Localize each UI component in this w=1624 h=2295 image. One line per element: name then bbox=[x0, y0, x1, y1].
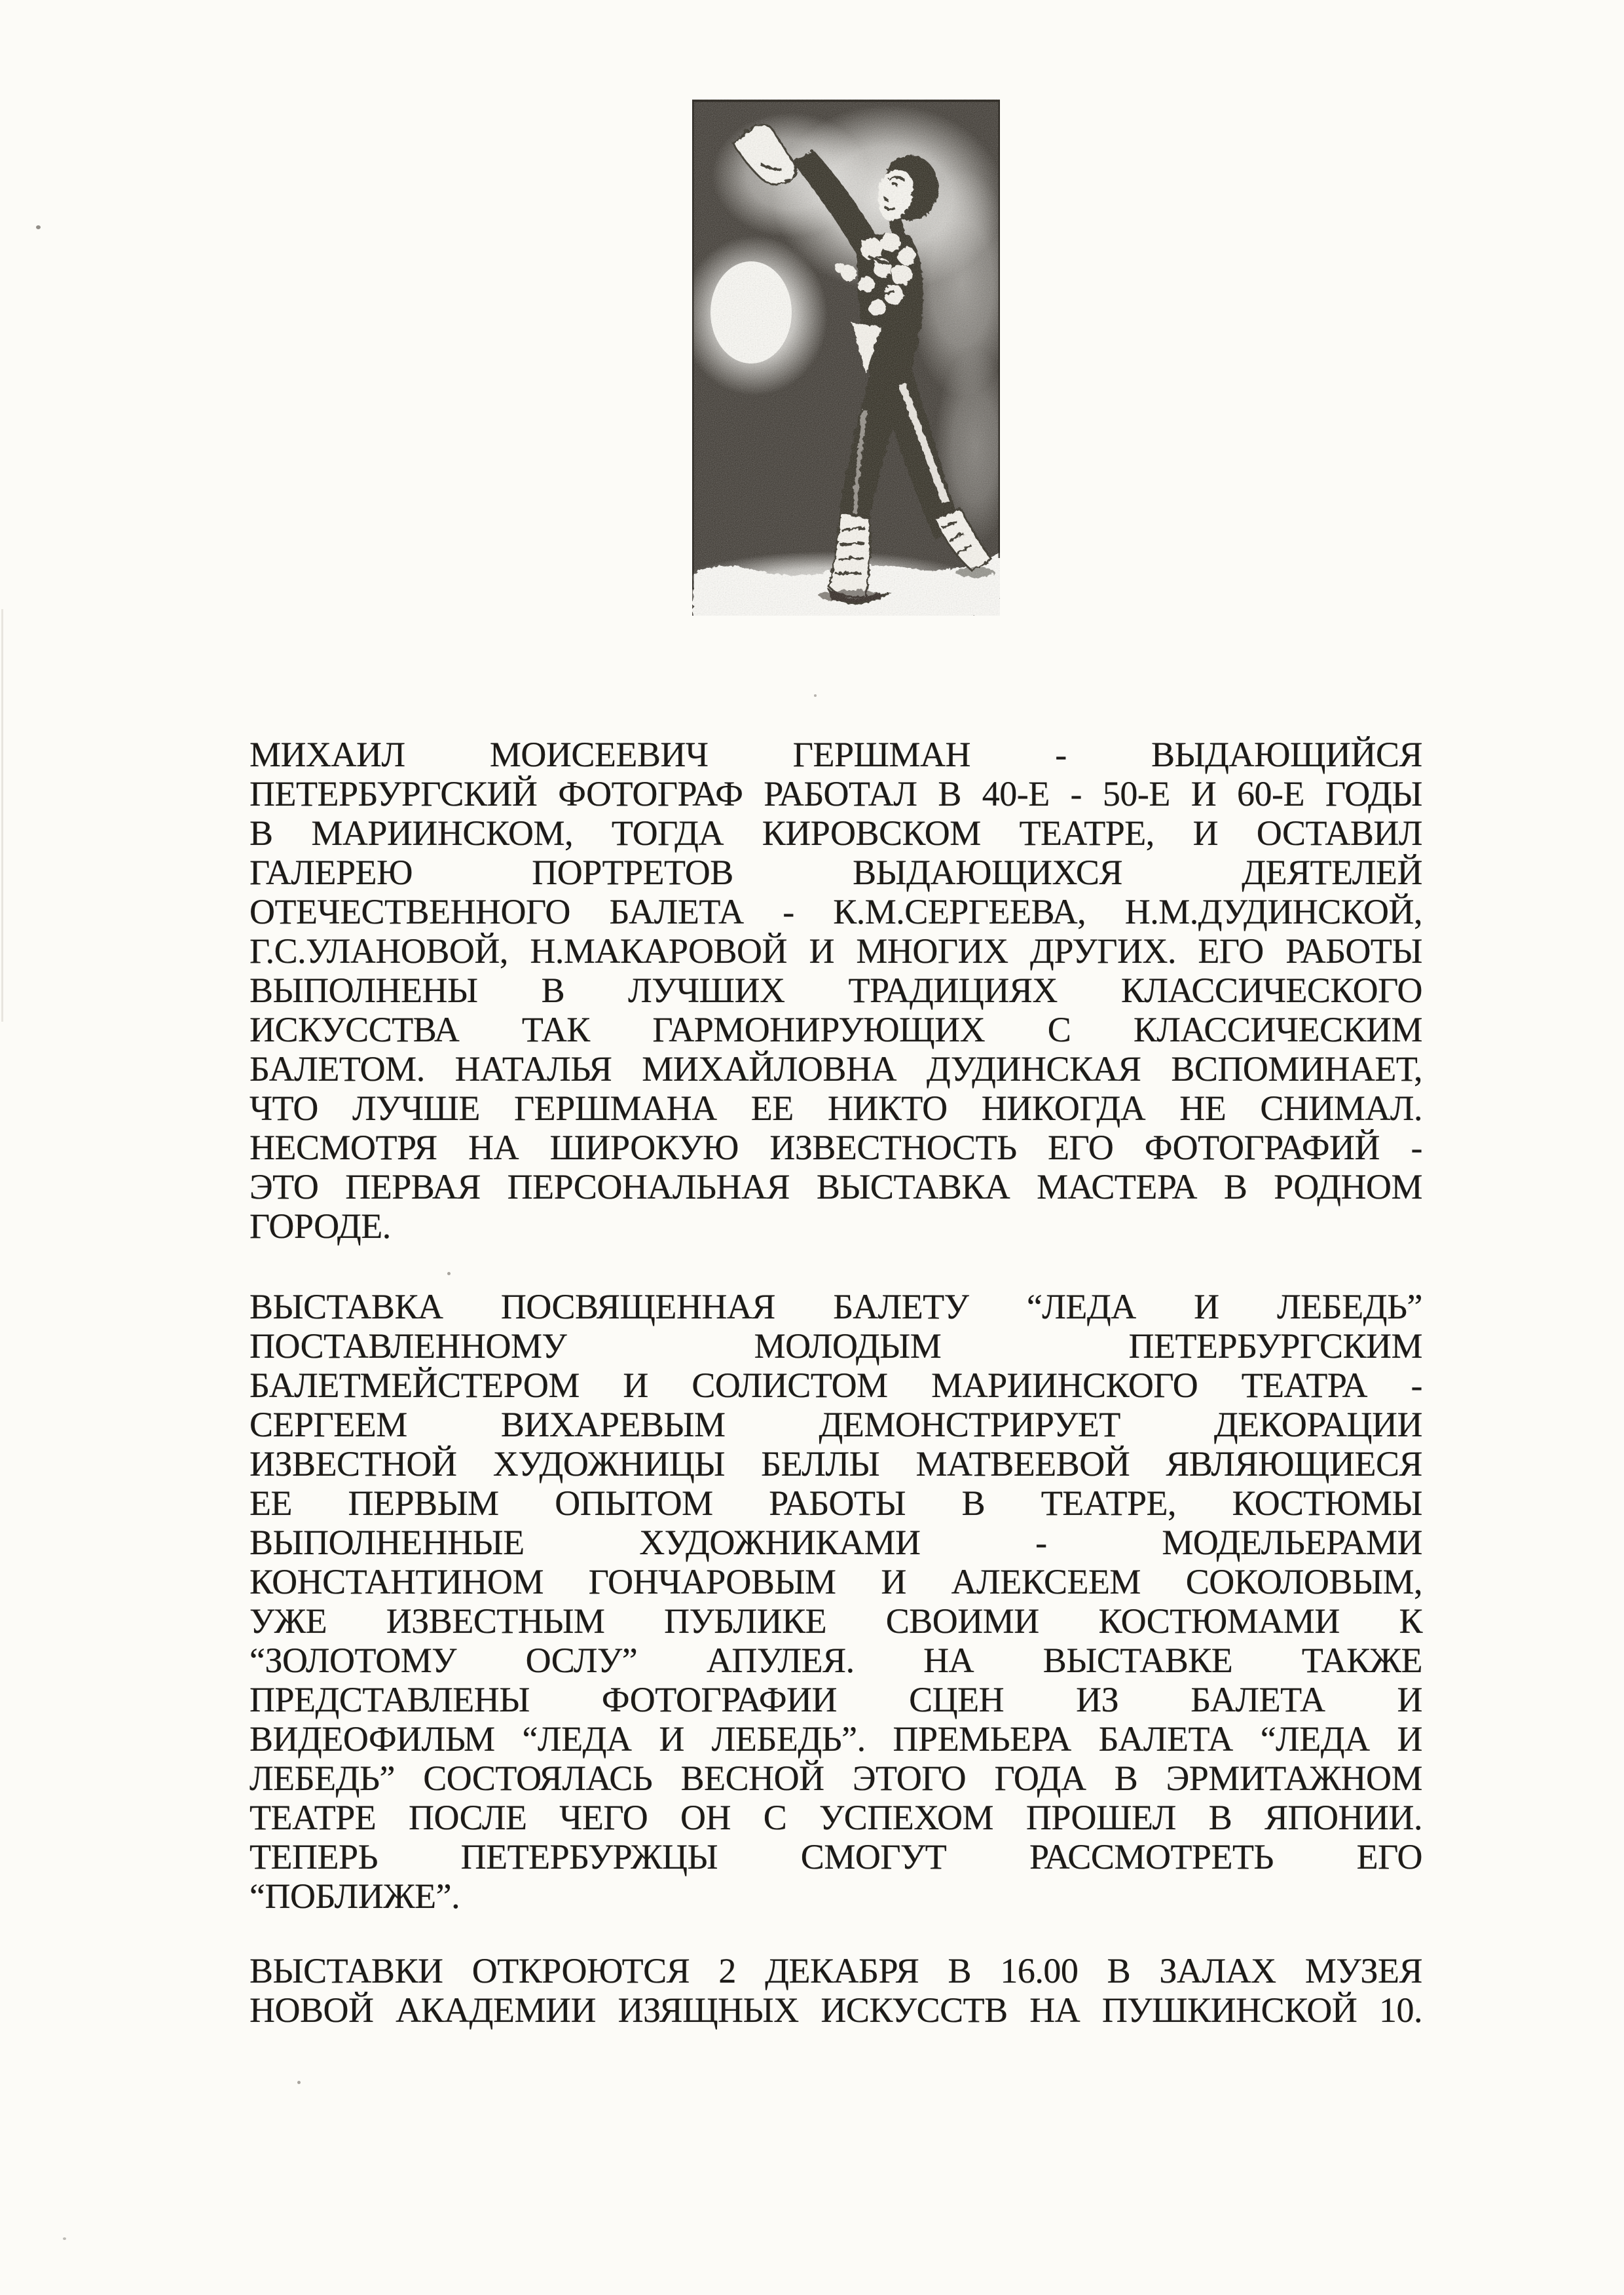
text-line: “ПОБЛИЖЕ”. bbox=[249, 1876, 460, 1916]
scan-edge-artifact bbox=[1, 609, 3, 1022]
text-line: Г.С.УЛАНОВОЙ, Н.МАКАРОВОЙ И МНОГИХ ДРУГИХ. ЕГО РАБОТЫ bbox=[249, 931, 1422, 971]
text-line: ВЫСТАВКА ПОСВЯЩЕННАЯ БАЛЕТУ “ЛЕДА И ЛЕБЕДЬ” bbox=[249, 1287, 1422, 1326]
text-line: ОТЕЧЕСТВЕННОГО БАЛЕТА - К.М.СЕРГЕЕВА, Н.М.ДУДИНСКОЙ, bbox=[249, 892, 1422, 931]
text-line: ИЗВЕСТНОЙ ХУДОЖНИЦЫ БЕЛЛЫ МАТВЕЕВОЙ ЯВЛЯЮЩИЕСЯ bbox=[249, 1444, 1422, 1483]
paragraph-exhibition bbox=[249, 1287, 1422, 1916]
scan-speck bbox=[297, 2081, 301, 2084]
text-line: “ЗОЛОТОМУ ОСЛУ” АПУЛЕЯ. НА ВЫСТАВКЕ ТАКЖЕ bbox=[249, 1641, 1422, 1680]
text-line: ГАЛЕРЕЮ ПОРТРЕТОВ ВЫДАЮЩИХСЯ ДЕЯТЕЛЕЙ bbox=[249, 853, 1422, 892]
text-line: ПОСТАВЛЕННОМУ МОЛОДЫМ ПЕТЕРБУРГСКИМ bbox=[249, 1326, 1422, 1366]
text-line: ИСКУССТВА ТАК ГАРМОНИРУЮЩИХ С КЛАССИЧЕСКИМ bbox=[249, 1010, 1422, 1049]
text-line: ПЕТЕРБУРГСКИЙ ФОТОГРАФ РАБОТАЛ В 40-Е - 50-Е И 60-Е ГОДЫ bbox=[249, 774, 1422, 813]
text-line: ВИДЕОФИЛЬМ “ЛЕДА И ЛЕБЕДЬ”. ПРЕМЬЕРА БАЛЕТА “ЛЕДА И bbox=[249, 1719, 1422, 1759]
text-line: ТЕАТРЕ ПОСЛЕ ЧЕГО ОН С УСПЕХОМ ПРОШЕЛ В ЯПОНИИ. bbox=[249, 1798, 1422, 1837]
text-line: В МАРИИНСКОМ, ТОГДА КИРОВСКОМ ТЕАТРЕ, И ОСТАВИЛ bbox=[249, 813, 1422, 853]
text-line: ВЫПОЛНЕННЫЕ ХУДОЖНИКАМИ - МОДЕЛЬЕРАМИ bbox=[249, 1523, 1422, 1562]
scan-speck bbox=[63, 2237, 66, 2240]
text-line: ЭТО ПЕРВАЯ ПЕРСОНАЛЬНАЯ ВЫСТАВКА МАСТЕРА В РОДНОМ bbox=[249, 1167, 1422, 1206]
text-line: НОВОЙ АКАДЕМИИ ИЗЯЩНЫХ ИСКУССТВ НА ПУШКИНСКОЙ 10. bbox=[249, 1990, 1422, 2030]
text-line: НЕСМОТРЯ НА ШИРОКУЮ ИЗВЕСТНОСТЬ ЕГО ФОТОГРАФИЙ - bbox=[249, 1128, 1422, 1167]
text-line: ГОРОДЕ. bbox=[249, 1206, 391, 1246]
scan-speck bbox=[814, 694, 817, 697]
text-line: ТЕПЕРЬ ПЕТЕРБУРЖЦЫ СМОГУТ РАССМОТРЕТЬ ЕГО bbox=[249, 1837, 1422, 1876]
scan-speck bbox=[36, 225, 41, 229]
text-line: ВЫПОЛНЕНЫ В ЛУЧШИХ ТРАДИЦИЯХ КЛАССИЧЕСКОГО bbox=[249, 971, 1422, 1010]
scan-speck bbox=[447, 1272, 451, 1275]
text-line: КОНСТАНТИНОМ ГОНЧАРОВЫМ И АЛЕКСЕЕМ СОКОЛОВЫМ, bbox=[249, 1562, 1422, 1601]
text-line: ВЫСТАВКИ ОТКРОЮТСЯ 2 ДЕКАБРЯ В 16.00 В ЗАЛАХ МУЗЕЯ bbox=[249, 1951, 1422, 1990]
dancer-photo bbox=[692, 100, 1000, 616]
text-line: БАЛЕТМЕЙСТЕРОМ И СОЛИСТОМ МАРИИНСКОГО ТЕАТРА - bbox=[249, 1366, 1422, 1405]
text-line: ПРЕДСТАВЛЕНЫ ФОТОГРАФИИ СЦЕН ИЗ БАЛЕТА И bbox=[249, 1680, 1422, 1719]
paragraph-biography bbox=[249, 735, 1422, 1246]
text-line: ЕЕ ПЕРВЫМ ОПЫТОМ РАБОТЫ В ТЕАТРЕ, КОСТЮМЫ bbox=[249, 1483, 1422, 1523]
text-line: ЛЕБЕДЬ” СОСТОЯЛАСЬ ВЕСНОЙ ЭТОГО ГОДА В ЭРМИТАЖНОМ bbox=[249, 1759, 1422, 1798]
dancer-photo-graphic bbox=[692, 100, 1000, 616]
text-line: ЧТО ЛУЧШЕ ГЕРШМАНА ЕЕ НИКТО НИКОГДА НЕ СНИМАЛ. bbox=[249, 1089, 1422, 1128]
text-line: МИХАИЛ МОИСЕЕВИЧ ГЕРШМАН - ВЫДАЮЩИЙСЯ bbox=[249, 735, 1422, 774]
text-line: БАЛЕТОМ. НАТАЛЬЯ МИХАЙЛОВНА ДУДИНСКАЯ ВСПОМИНАЕТ, bbox=[249, 1049, 1422, 1089]
text-line: УЖЕ ИЗВЕСТНЫМ ПУБЛИКЕ СВОИМИ КОСТЮМАМИ К bbox=[249, 1601, 1422, 1641]
text-line: СЕРГЕЕМ ВИХАРЕВЫМ ДЕМОНСТРИРУЕТ ДЕКОРАЦИИ bbox=[249, 1405, 1422, 1444]
paragraph-opening-info bbox=[249, 1951, 1422, 2030]
